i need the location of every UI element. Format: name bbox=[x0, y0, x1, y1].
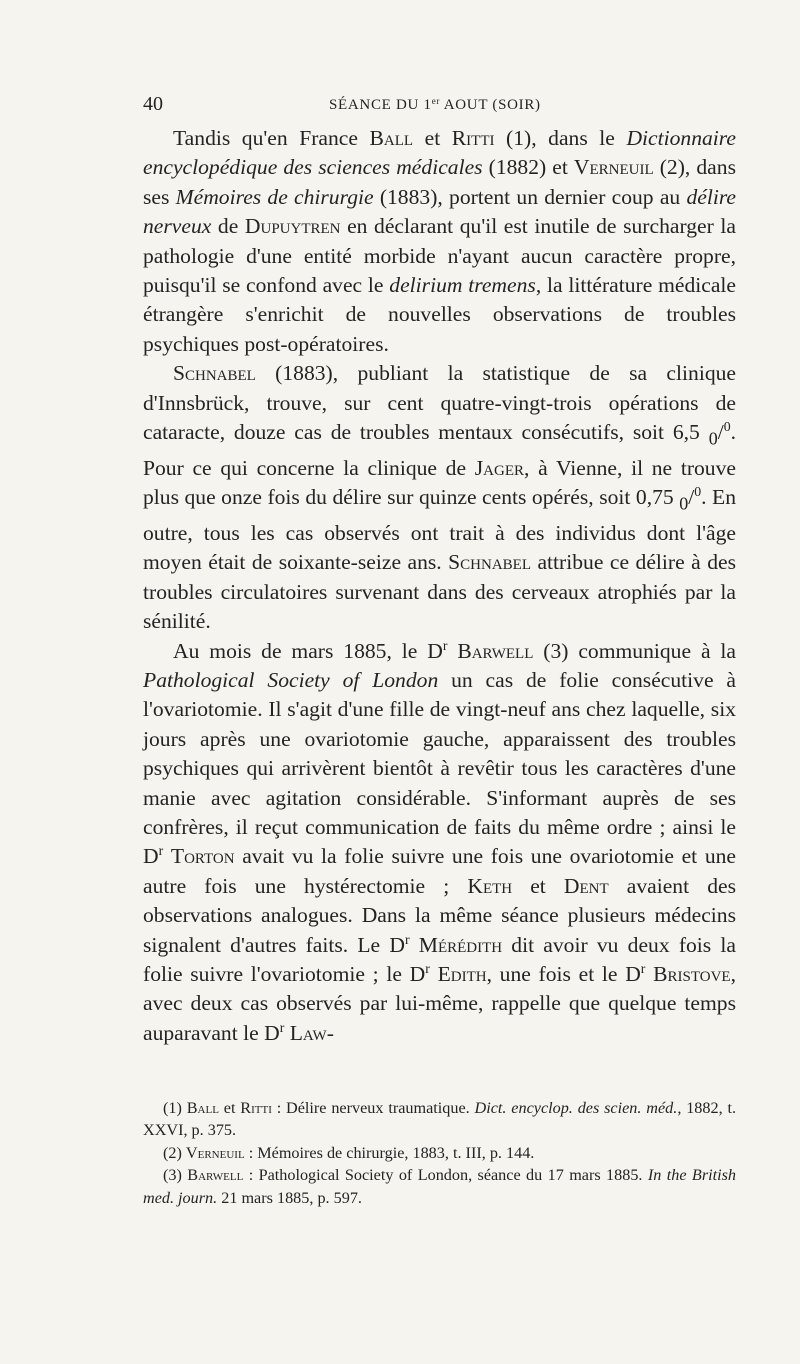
author-name: Ritti bbox=[240, 1099, 272, 1117]
author-name: Schnabel bbox=[448, 550, 531, 575]
footnote-2: (2) Verneuil : Mémoires de chirurgie, 1883, t. III, p. 144. bbox=[163, 1143, 535, 1162]
author-name: Jager bbox=[474, 455, 524, 480]
author-name: Barwell bbox=[187, 1166, 244, 1185]
author-name: Ball bbox=[369, 126, 414, 150]
author-name: Dent bbox=[563, 873, 609, 898]
author-name: Barwell bbox=[457, 638, 534, 663]
author-name: Edith bbox=[437, 962, 487, 986]
author-name: Verneuil bbox=[185, 1143, 245, 1162]
work-title: Pathological Society of London bbox=[143, 667, 439, 692]
running-head: SÉANCE DU 1er AOUT (SOIR) bbox=[329, 96, 541, 113]
page-header bbox=[143, 92, 736, 116]
emphasis: délire nerveux bbox=[143, 184, 737, 239]
footnote-3: (3) Barwell : Pathological Society of London, séance du 17 mars 1885. In the British med. journ. 21 mars 1885, p. 597. bbox=[143, 1166, 737, 1207]
work-title: Dict. encyclop. des scien. méd. bbox=[474, 1099, 678, 1117]
author-name: Dupuytren bbox=[244, 214, 341, 239]
footnotes bbox=[143, 1097, 736, 1209]
paragraph-3: Au mois de mars 1885, le $D^r$ Barwell (3) communique à la Pathological Society of London un cas de folie consécutive à l'ovariotomie. Il s'agit d'une fille de vingt-neuf ans chez laquelle, six jours après une ovariotomie gauche, apparaissent des troubles psychiques qui arrivèrent bientôt à revêtir tous les caractères d'une manie avec agitation considérable. S'informant auprès de ses confrères, il reçut communication de faits du même ordre ; ainsi le $D^r$ Torton avait vu la folie suivre une fois une ovariotomie et une autre fois une hystérectomie ; Keth et Dent avaient des observations analogues. Dans la même séance plusieurs médecins signalent d'autres faits. Le $D^r$ Mérédith dit avoir vu deux fois la folie suivre l'ovariotomie ; le $D^r$ Edith, une fois et le $D^r$ Bristove, avec deux cas observés par lui-même, rappelle que quelque temps auparavant le $D^r$ Law- bbox=[143, 637, 737, 1045]
work-title: Dictionnaire encyclopédique des sciences médicales bbox=[143, 126, 736, 180]
work-title: In the British med. journ. bbox=[143, 1166, 737, 1207]
author-name: Torton bbox=[170, 844, 235, 869]
author-name: Law- bbox=[289, 1020, 334, 1045]
emphasis: delirium tremens bbox=[389, 273, 536, 298]
author-name: Ball bbox=[186, 1099, 219, 1117]
main-text bbox=[143, 124, 736, 1048]
author-name: Ritti bbox=[451, 126, 495, 150]
work-title: Mémoires de chirurgie bbox=[175, 184, 374, 209]
author-name: Bristove bbox=[653, 962, 731, 986]
author-name: Schnabel bbox=[173, 361, 256, 386]
paragraph-2: Schnabel (1883), publiant la statistique de sa clinique d'Innsbrück, trouve, sur cent quatre-vingt-trois opérations de cataracte, douze cas de troubles mentaux consécutifs, soit 6,5 $_0$/$^0$. Pour ce qui concerne la clinique de Jager, à Vienne, il ne trouve plus que onze fois du délire sur quinze cents opérés, soit 0,75 $_0$/$^0$. En outre, tous les cas observés ont trait à des individus dont l'âge moyen était de soixante-seize ans. Schnabel attribue ce délire à des troubles circulatoires survenant dans des cerveaux atrophiés par la sénilité. bbox=[143, 361, 736, 634]
page-number: 40 bbox=[143, 93, 163, 115]
footnote-1: (1) Ball et Ritti : Délire nerveux traumatique. Dict. encyclop. des scien. méd., 1882, t. XXVI, p. 375. bbox=[143, 1099, 737, 1140]
author-name: Mérédith bbox=[418, 932, 503, 957]
paragraph-1: Tandis qu'en France Ball et Ritti (1), dans le Dictionnaire encyclopédique des sciences médicales (1882) et Verneuil (2), dans ses Mémoires de chirurgie (1883), portent un dernier coup au délire nerveux de Dupuytren en déclarant qu'il est inutile de surcharger la pathologie d'une entité morbide n'ayant aucun caractère propre, puisqu'il se confond avec le delirium tremens, la littérature médicale étrangère s'enrichit de nouvelles observations de troubles psychiques post-opératoires. bbox=[143, 126, 737, 356]
author-name: Verneuil bbox=[573, 155, 654, 180]
author-name: Keth bbox=[467, 873, 513, 898]
